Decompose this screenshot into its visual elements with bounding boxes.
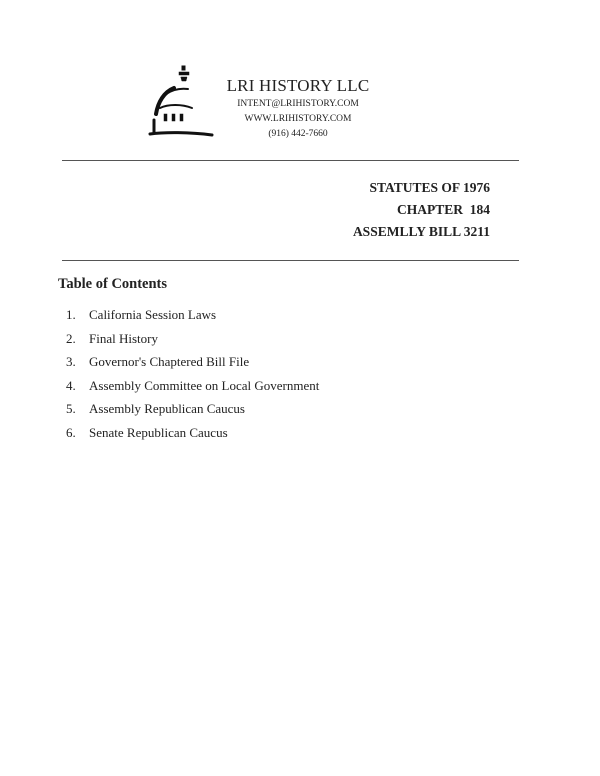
toc-list — [66, 307, 319, 448]
toc-item-label: California Session Laws — [89, 307, 217, 322]
toc-title: Table of Contents — [58, 276, 168, 292]
toc-item — [66, 378, 319, 402]
toc-item — [66, 401, 319, 425]
toc-item-label: Final History — [89, 330, 158, 346]
toc-item-label: Senate Republican Caucus — [89, 424, 228, 440]
divider — [62, 260, 519, 261]
divider — [62, 160, 519, 161]
toc-item-number: 4. — [66, 377, 76, 393]
toc-item-number: 6. — [66, 424, 76, 440]
toc-item-number: 5. — [66, 401, 76, 416]
bill-number: ASSEMLLY BILL 3211 — [352, 224, 490, 239]
toc-item — [66, 354, 319, 378]
company-phone: (916) 442-7660 — [268, 129, 328, 139]
chapter-number: CHAPTER 184 — [396, 202, 490, 217]
toc-item-number: 3. — [66, 354, 76, 369]
statutes-year: STATUTES OF 1976 — [369, 180, 490, 195]
toc-item-number: 2. — [66, 330, 76, 346]
company-website: WWW.LRIHISTORY.COM — [244, 114, 352, 124]
toc-item — [66, 331, 319, 355]
toc-item-number: 1. — [66, 307, 76, 322]
company-name: LRI HISTORY LLC — [226, 76, 370, 95]
toc-item — [66, 307, 319, 331]
toc-item-label: Governor's Chaptered Bill File — [89, 354, 250, 369]
toc-item-label: Assembly Republican Caucus — [89, 401, 245, 416]
toc-item-label: Assembly Committee on Local Government — [89, 377, 320, 393]
company-email: INTENT@LRIHISTORY.COM — [237, 99, 359, 109]
toc-item — [66, 425, 319, 449]
